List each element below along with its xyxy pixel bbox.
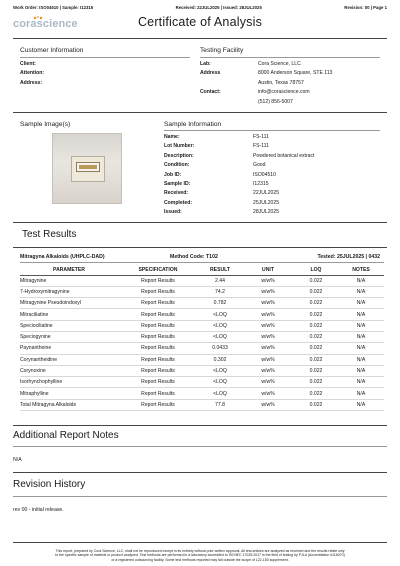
footer-disclaimer bbox=[14, 549, 386, 562]
footer-line-3: or a registered outsourcing facility. Some test methods reported may fall outside the scope of L22-150 supplement. bbox=[111, 557, 289, 562]
contact-phone: (512) 856-5007 bbox=[258, 98, 293, 105]
cell-specification: Report Results bbox=[118, 320, 198, 331]
cell-specification: Report Results bbox=[118, 388, 198, 399]
cell-loq: 0.022 bbox=[294, 331, 338, 342]
work-order-text: Work Order: ISO04510 | Sample: I12315 bbox=[13, 5, 94, 10]
table-row bbox=[20, 298, 384, 309]
cell-result: 74.2 bbox=[198, 286, 242, 297]
divider bbox=[13, 112, 387, 113]
cell-notes: N/A bbox=[338, 354, 384, 365]
contact-key: Contact: bbox=[200, 89, 221, 96]
cell-unit: w/w% bbox=[242, 388, 294, 399]
cell-notes: N/A bbox=[338, 388, 384, 399]
lab-key: Lab: bbox=[200, 61, 211, 67]
sample-label-band bbox=[79, 165, 97, 169]
blank-key bbox=[200, 99, 258, 105]
cell-unit: w/w% bbox=[242, 343, 294, 354]
cell-loq: 0.022 bbox=[294, 298, 338, 309]
cell-specification: Report Results bbox=[118, 331, 198, 342]
sample-images-heading: Sample Image(s) bbox=[20, 121, 71, 128]
cell-unit: w/w% bbox=[242, 377, 294, 388]
cell-specification: Report Results bbox=[118, 286, 198, 297]
cell-result: <LOQ bbox=[198, 331, 242, 342]
table-row bbox=[20, 377, 384, 388]
cell-result: 0.302 bbox=[198, 354, 242, 365]
cell-parameter: Mitragynine bbox=[20, 275, 118, 286]
customer-heading: Customer Information bbox=[20, 47, 84, 54]
table-row bbox=[20, 365, 384, 376]
divider bbox=[13, 446, 387, 447]
name-key: Name: bbox=[164, 134, 180, 140]
cell-unit: w/w% bbox=[242, 399, 294, 410]
cell-result: <LOQ bbox=[198, 388, 242, 399]
job-id-value: ISO04510 bbox=[253, 171, 276, 178]
cell-result: 0.782 bbox=[198, 298, 242, 309]
cell-parameter: Isorhynchophylline bbox=[20, 377, 118, 388]
logo-wordmark: corascience bbox=[13, 18, 78, 30]
sample-photo bbox=[52, 133, 122, 204]
cell-loq: 0.022 bbox=[294, 275, 338, 286]
revision-page-text: Revision: 00 | Page 1 bbox=[344, 5, 387, 10]
cell-notes: N/A bbox=[338, 331, 384, 342]
cell-unit: w/w% bbox=[242, 298, 294, 309]
cell-loq: 0.022 bbox=[294, 309, 338, 320]
cell-loq: 0.022 bbox=[294, 343, 338, 354]
col-header-notes: NOTES bbox=[338, 266, 384, 275]
cell-loq: 0.022 bbox=[294, 286, 338, 297]
issued-key: Issued: bbox=[164, 209, 182, 216]
cell-loq: 0.022 bbox=[294, 399, 338, 410]
cell-unit: w/w% bbox=[242, 365, 294, 376]
additional-notes-heading: Additional Report Notes bbox=[13, 430, 119, 441]
condition-key: Condition: bbox=[164, 162, 190, 169]
cell-parameter: Total Mitragyna Alkaloids bbox=[20, 399, 118, 410]
table-row bbox=[20, 399, 384, 410]
received-key: Received: bbox=[164, 190, 189, 197]
client-value bbox=[80, 61, 160, 67]
cell-unit: w/w% bbox=[242, 354, 294, 365]
table-row bbox=[20, 286, 384, 297]
cell-unit: w/w% bbox=[242, 309, 294, 320]
cell-specification: Report Results bbox=[118, 377, 198, 388]
table-row bbox=[20, 331, 384, 342]
name-value: FS-111 bbox=[253, 134, 269, 140]
lot-key: Lot Number: bbox=[164, 143, 195, 150]
address-value bbox=[80, 80, 160, 86]
attention-key: Attention: bbox=[20, 70, 45, 77]
col-header-loq: LOQ bbox=[294, 266, 338, 275]
sample-id-value: I12315 bbox=[253, 180, 269, 187]
cell-specification: Report Results bbox=[118, 365, 198, 376]
divider bbox=[164, 130, 380, 131]
cell-result: <LOQ bbox=[198, 320, 242, 331]
cell-parameter: Speciogynine bbox=[20, 331, 118, 342]
cell-parameter: Mitraciliatine bbox=[20, 309, 118, 320]
cell-specification: Report Results bbox=[118, 354, 198, 365]
contact-email: info@corascience.com bbox=[258, 89, 310, 96]
divider bbox=[13, 542, 387, 543]
customer-info bbox=[20, 61, 160, 86]
cell-parameter: 7-Hydroxymitragynine bbox=[20, 286, 118, 297]
completed-key: Completed: bbox=[164, 199, 193, 206]
cell-unit: w/w% bbox=[242, 275, 294, 286]
divider bbox=[20, 262, 384, 263]
cell-loq: 0.022 bbox=[294, 377, 338, 388]
divider bbox=[13, 222, 387, 223]
job-id-key: Job ID: bbox=[164, 171, 182, 178]
cell-loq: 0.022 bbox=[294, 320, 338, 331]
divider bbox=[13, 496, 387, 497]
table-row bbox=[20, 354, 384, 365]
blank-key bbox=[200, 80, 258, 86]
cell-unit: w/w% bbox=[242, 320, 294, 331]
description-key: Description: bbox=[164, 152, 194, 159]
cell-result: <LOQ bbox=[198, 377, 242, 388]
col-header-parameter: PARAMETER bbox=[20, 266, 118, 275]
test-results-heading: Test Results bbox=[22, 229, 77, 240]
method-code: Method Code: T102 bbox=[170, 254, 218, 260]
page-title: Certificate of Analysis bbox=[137, 15, 263, 29]
sample-info bbox=[164, 134, 353, 215]
divider bbox=[13, 472, 387, 473]
sample-id-key: Sample ID: bbox=[164, 180, 191, 187]
cell-parameter: Mitragynine Pseudoindoxyl bbox=[20, 298, 118, 309]
cell-notes: N/A bbox=[338, 365, 384, 376]
table-row bbox=[20, 388, 384, 399]
facility-address-line1: 8000 Anderson Square, STE 113 bbox=[258, 70, 333, 77]
table-row bbox=[20, 343, 384, 354]
issued-value: 28JUL2025 bbox=[253, 209, 280, 216]
cell-loq: 0.022 bbox=[294, 388, 338, 399]
cell-result: <LOQ bbox=[198, 309, 242, 320]
cell-result: 0.0433 bbox=[198, 343, 242, 354]
facility-address-line2: Austin, Texas 78757 bbox=[258, 79, 304, 86]
col-header-unit: UNIT bbox=[242, 266, 294, 275]
cell-unit: w/w% bbox=[242, 286, 294, 297]
cell-parameter: Speciociliatine bbox=[20, 320, 118, 331]
description-value: Powdered botanical extract bbox=[253, 152, 315, 159]
received-issued-text: Received: 22JUL2025 | Issued: 28JUL2025 bbox=[175, 5, 262, 10]
cell-parameter: Corynoxine bbox=[20, 365, 118, 376]
lab-value: Cora Science, LLC bbox=[258, 61, 301, 67]
received-value: 22JUL2025 bbox=[253, 190, 280, 197]
revision-history-heading: Revision History bbox=[13, 479, 86, 490]
cell-specification: Report Results bbox=[118, 309, 198, 320]
divider bbox=[20, 57, 190, 58]
results-header-row bbox=[20, 266, 384, 275]
cell-notes: N/A bbox=[338, 343, 384, 354]
cell-parameter: Mitraphylline bbox=[20, 388, 118, 399]
cell-result: 2.44 bbox=[198, 275, 242, 286]
cell-result: <LOQ bbox=[198, 365, 242, 376]
footer-line-2: to the specific sample of material or product analyzed. Test methods are performed in a laboratory accredited to ISO/IEC 17025:2017 in the field of testing by PJLA (Accreditation #116070) bbox=[55, 553, 345, 558]
divider bbox=[200, 57, 380, 58]
completed-value: 25JUL2025 bbox=[253, 199, 280, 206]
divider bbox=[13, 425, 387, 426]
client-key: Client: bbox=[20, 61, 36, 67]
cell-parameter: Paynantheine bbox=[20, 343, 118, 354]
cell-notes: N/A bbox=[338, 286, 384, 297]
cell-specification: Report Results bbox=[118, 399, 198, 410]
cell-notes: N/A bbox=[338, 275, 384, 286]
table-row bbox=[20, 320, 384, 331]
revision-history-text: rev 00 - initial release. bbox=[13, 507, 64, 513]
divider bbox=[13, 247, 387, 248]
address-key: Address: bbox=[20, 79, 43, 86]
divider bbox=[13, 38, 387, 39]
cell-specification: Report Results bbox=[118, 298, 198, 309]
lot-value: FS-111 bbox=[253, 143, 269, 150]
condition-value: Good bbox=[253, 162, 266, 169]
method-name: Mitragyna Alkaloids (UHPLC-DAD) bbox=[20, 254, 105, 260]
cell-notes: N/A bbox=[338, 377, 384, 388]
facility-heading: Testing Facility bbox=[200, 47, 244, 54]
attention-value bbox=[80, 70, 160, 76]
table-row bbox=[20, 309, 384, 320]
cell-notes: N/A bbox=[338, 399, 384, 410]
facility-info bbox=[200, 61, 388, 105]
cell-notes: N/A bbox=[338, 309, 384, 320]
cell-notes: N/A bbox=[338, 320, 384, 331]
results-table bbox=[20, 266, 384, 411]
table-row bbox=[20, 275, 384, 286]
sample-info-heading: Sample Information bbox=[164, 121, 222, 128]
cell-notes: N/A bbox=[338, 298, 384, 309]
cell-loq: 0.022 bbox=[294, 354, 338, 365]
cell-parameter: Corynantheidine bbox=[20, 354, 118, 365]
cell-specification: Report Results bbox=[118, 343, 198, 354]
cell-loq: 0.022 bbox=[294, 365, 338, 376]
col-header-specification: SPECIFICATION bbox=[118, 266, 198, 275]
cell-unit: w/w% bbox=[242, 331, 294, 342]
additional-notes-text: N/A bbox=[13, 457, 22, 463]
facility-address-key: Address bbox=[200, 70, 221, 77]
method-line bbox=[20, 254, 380, 260]
col-header-result: RESULT bbox=[198, 266, 242, 275]
cell-specification: Report Results bbox=[118, 275, 198, 286]
tested-date: Tested: 25JUL2025 | 0432 bbox=[317, 254, 380, 260]
cell-result: 77.8 bbox=[198, 399, 242, 410]
footer-line-1: This report, prepared by Cora Science, LLC, shall not be reproduced except in its entirety without prior written approval. All test articles are analyzed as received and the results relate only bbox=[55, 549, 345, 553]
